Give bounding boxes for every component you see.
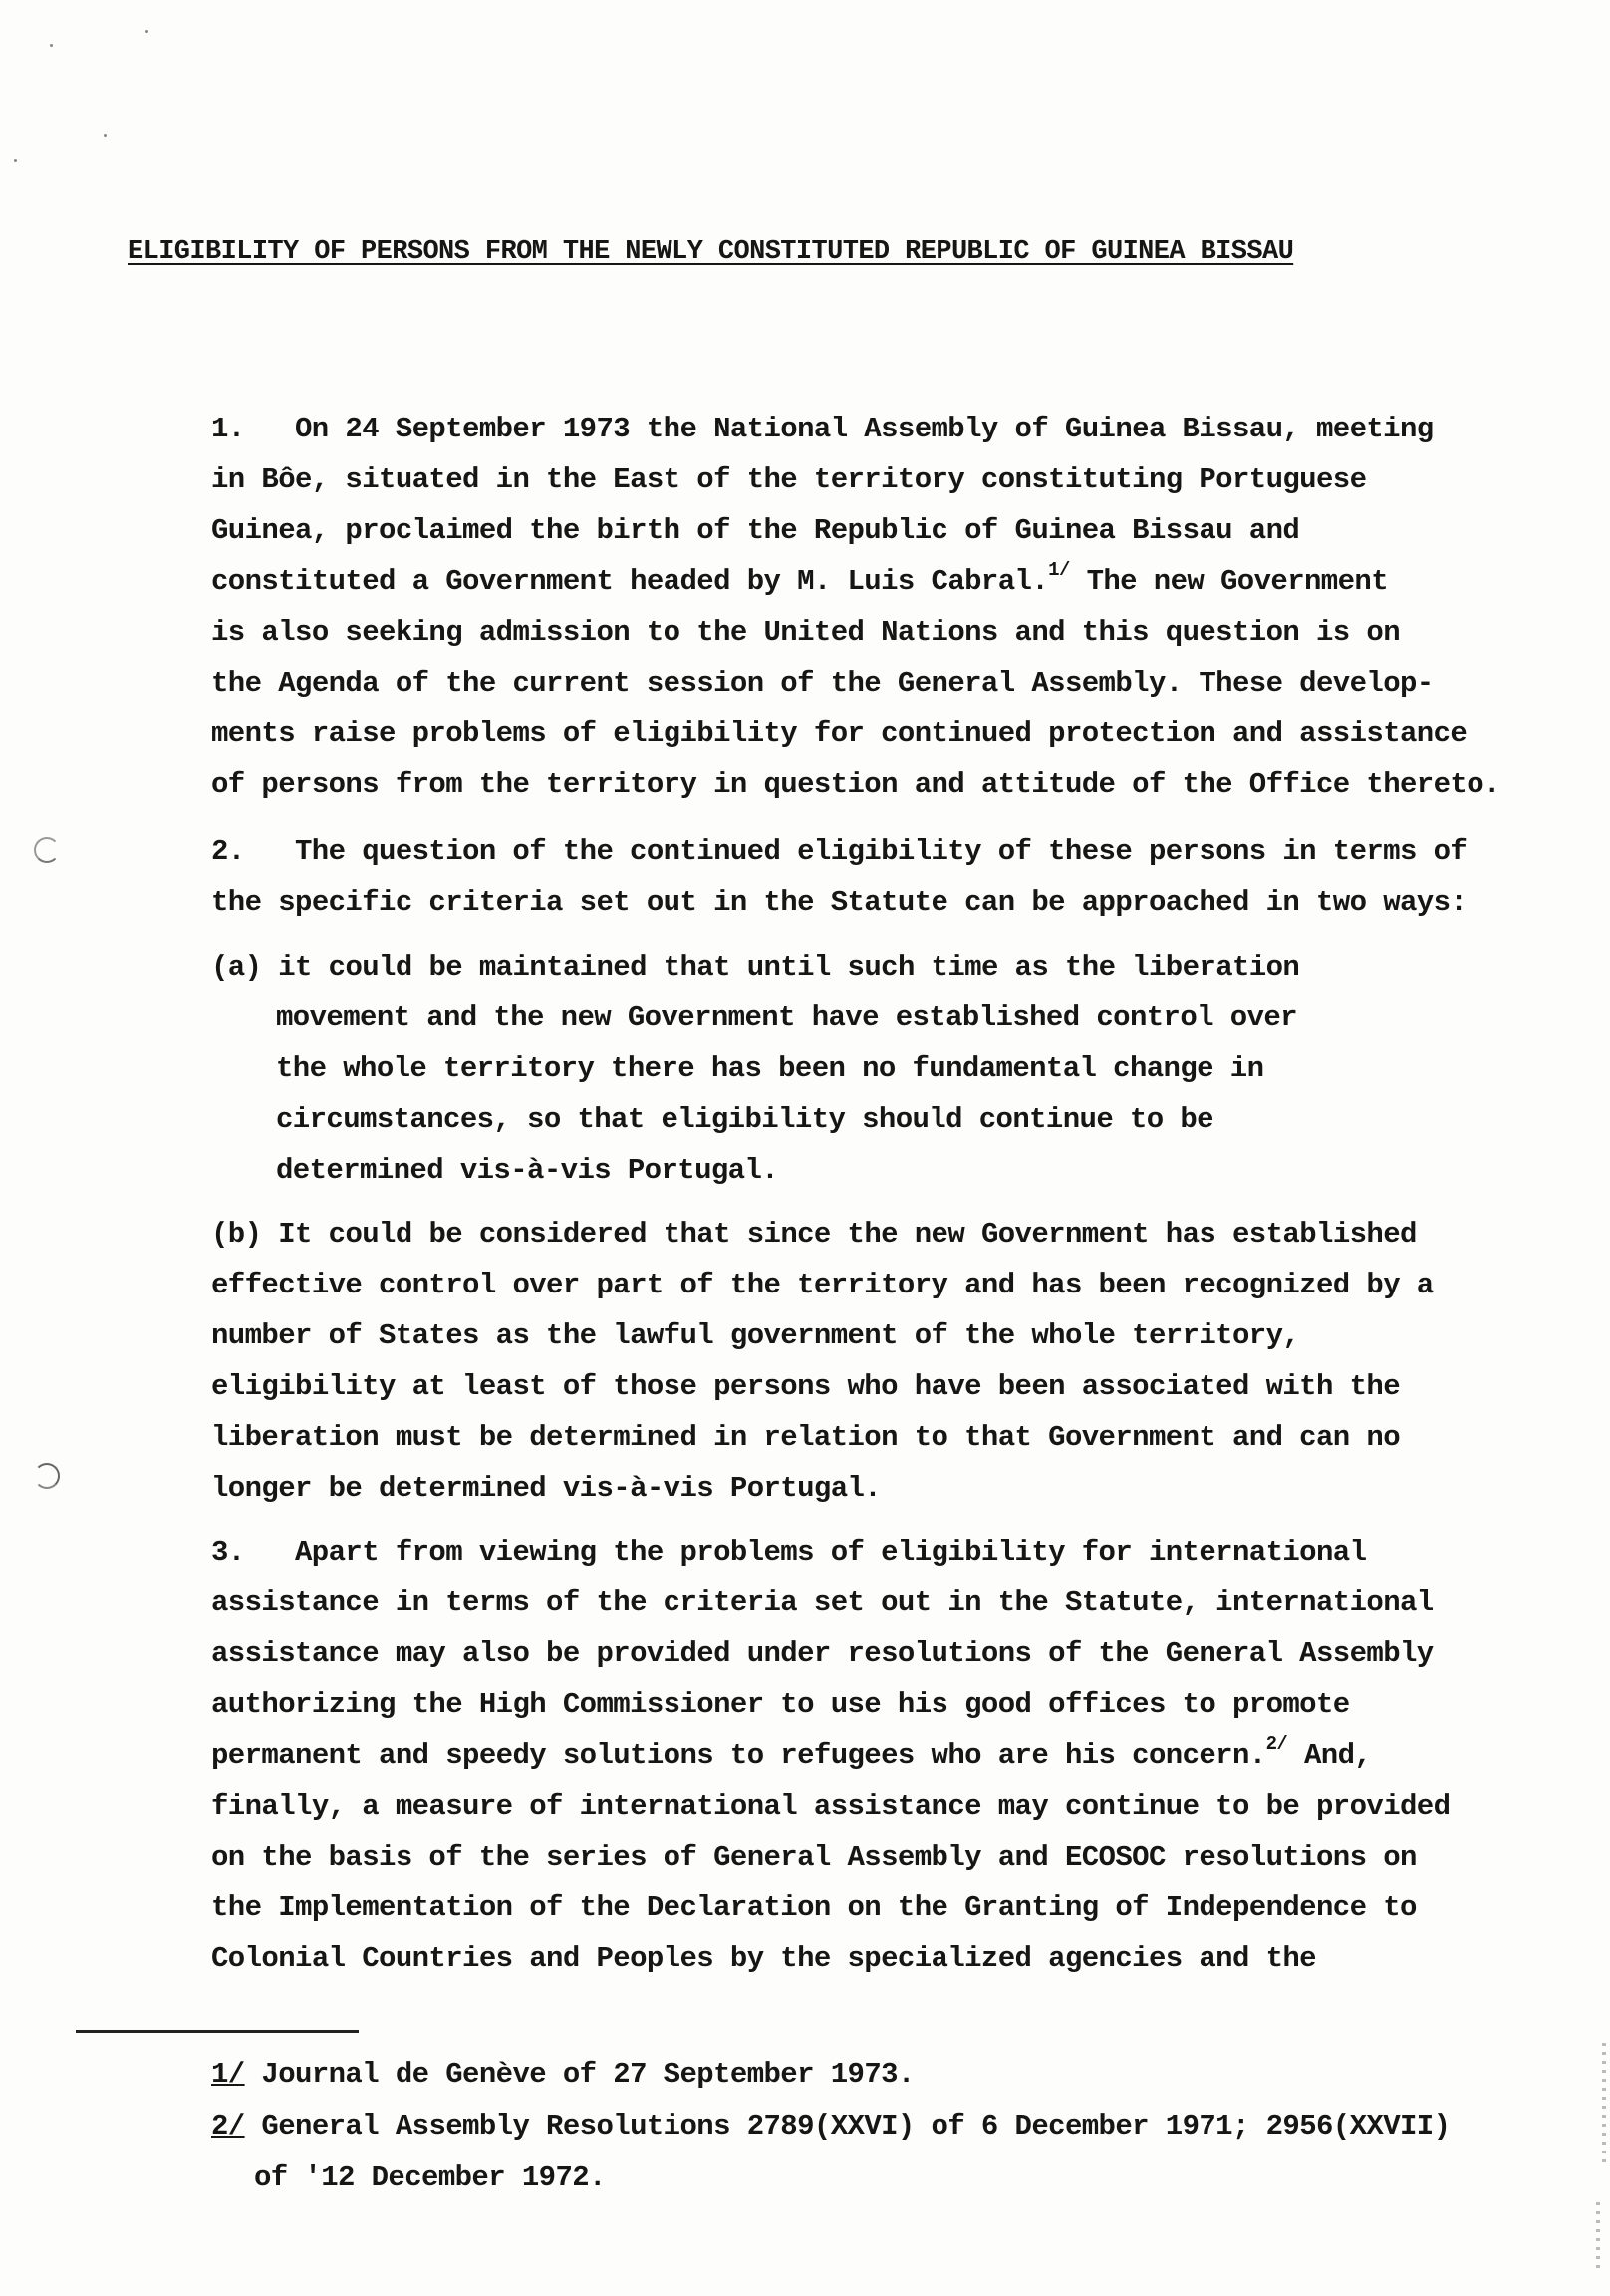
paragraph-line: Guinea, proclaimed the birth of the Republic of Guinea Bissau and: [211, 514, 1300, 547]
scan-speck: [14, 159, 17, 162]
item-line: movement and the new Government have established control over: [276, 1002, 1297, 1034]
paragraph-number: 1.: [211, 413, 245, 445]
paragraph-3: [211, 1527, 1506, 1984]
footnote-1: 1/ Journal de Genève of 27 September 1973.: [211, 2058, 915, 2091]
paragraph-1: [211, 404, 1506, 810]
paragraph-line: permanent and speedy solutions to refugees who are his concern.$^{2/}$ And,: [211, 1733, 1372, 1772]
paragraph-line: the Implementation of the Declaration on the Granting of Independence to: [211, 1891, 1417, 1924]
paragraph-line: 1. On 24 September 1973 the National Assembly of Guinea Bissau, meeting: [211, 404, 1506, 454]
item-b: [211, 1209, 1506, 1514]
paragraph-line: is also seeking admission to the United Nations and this question is on: [211, 616, 1401, 649]
paragraph-line: Colonial Countries and Peoples by the specialized agencies and the: [211, 1942, 1316, 1975]
item-line: (a) it could be maintained that until such time as the liberation: [211, 951, 1300, 984]
item-line: longer be determined vis-à-vis Portugal.: [211, 1472, 882, 1505]
paragraph-line: finally, a measure of international assistance may continue to be provided: [211, 1790, 1451, 1823]
scan-edge-mark: [1602, 2043, 1606, 2162]
punch-hole-mark: [34, 837, 60, 863]
item-line: determined vis-à-vis Portugal.: [276, 1154, 779, 1187]
paragraph-2: [211, 826, 1506, 928]
item-line: number of States as the lawful government of the whole territory,: [211, 1319, 1300, 1352]
footnote-ref: 2/: [1265, 1733, 1288, 1755]
item-line: the whole territory there has been no fundamental change in: [276, 1052, 1264, 1085]
paragraph-number: 2.: [211, 835, 245, 868]
paragraph-line: on the basis of the series of General Assembly and ECOSOC resolutions on: [211, 1841, 1417, 1873]
item-line: effective control over part of the territory and has been recognized by a: [211, 1269, 1434, 1301]
paragraph-line: ments raise problems of eligibility for continued protection and assistance: [211, 718, 1468, 750]
item-label: (b): [211, 1218, 262, 1251]
item-line: liberation must be determined in relation to that Government and can no: [211, 1421, 1401, 1454]
item-line: circumstances, so that eligibility should continue to be: [276, 1103, 1213, 1136]
scan-speck: [50, 44, 53, 47]
paragraph-line: assistance may also be provided under resolutions of the General Assembly: [211, 1637, 1434, 1670]
footnote-2-continuation: of '12 December 1972.: [254, 2161, 606, 2194]
paragraph-line: authorizing the High Commissioner to use his good offices to promote: [211, 1688, 1350, 1721]
scan-speck: [104, 134, 107, 137]
paragraph-number: 3.: [211, 1536, 245, 1569]
scan-edge-mark: [1596, 2202, 1600, 2272]
footnote-marker: 1/: [211, 2058, 245, 2091]
paragraph-line: the specific criteria set out in the Statute can be approached in two ways:: [211, 886, 1468, 919]
document-title: ELIGIBILITY OF PERSONS FROM THE NEWLY CONSTITUTED REPUBLIC OF GUINEA BISSAU: [128, 237, 1294, 267]
footnotes: [211, 2049, 1506, 2204]
paragraph-line: in Bôe, situated in the East of the territory constituting Portuguese: [211, 463, 1367, 496]
footnote-ref: 1/: [1048, 559, 1070, 581]
item-line: eligibility at least of those persons who have been associated with the: [211, 1370, 1401, 1403]
item-line: (b) It could be considered that since the new Government has established: [211, 1218, 1417, 1251]
item-a: [211, 942, 1506, 1196]
punch-hole-mark: [34, 1463, 60, 1489]
paragraph-line: 2. The question of the continued eligibility of these persons in terms of: [211, 826, 1506, 877]
footnote-marker: 2/: [211, 2110, 245, 2143]
footnote-divider: [76, 2030, 359, 2033]
scan-speck: [145, 30, 148, 33]
paragraph-line: constituted a Government headed by M. Luis Cabral.$^{1/}$ The new Government: [211, 559, 1389, 598]
footnote-2: 2/ General Assembly Resolutions 2789(XXVI) of 6 December 1971; 2956(XXVII): [211, 2110, 1451, 2143]
paragraph-line: assistance in terms of the criteria set out in the Statute, international: [211, 1586, 1434, 1619]
item-label: (a): [211, 951, 262, 984]
paragraph-line: of persons from the territory in question and attitude of the Office thereto.: [211, 768, 1500, 801]
paragraph-line: 3. Apart from viewing the problems of eligibility for international: [211, 1527, 1506, 1578]
paragraph-line: the Agenda of the current session of the General Assembly. These develop-: [211, 667, 1434, 700]
